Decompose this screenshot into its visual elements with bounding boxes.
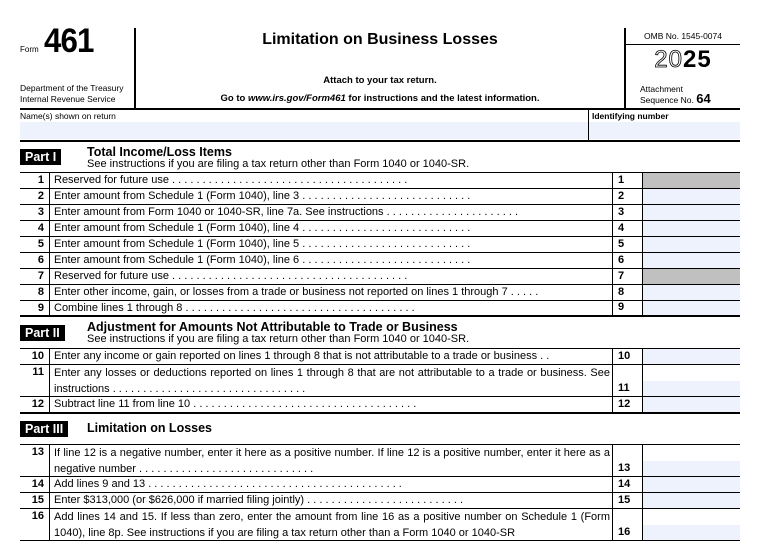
line-number: 1 <box>37 174 44 186</box>
line-number-divider <box>49 205 50 221</box>
omb-divider <box>626 44 740 45</box>
line-number: 13 <box>31 446 44 458</box>
part-3-title: Limitation on Losses <box>87 421 213 435</box>
line-number: 10 <box>31 350 44 362</box>
leader-dots: . . . . . . . . . . . . . . . . . . . . . . <box>383 206 519 218</box>
amount-input-line-16[interactable] <box>643 525 740 541</box>
amount-input-line-5[interactable] <box>643 237 740 253</box>
line-number-divider <box>49 237 50 253</box>
row-bottom-line <box>20 412 740 413</box>
form-line-8 <box>20 285 740 301</box>
line-number-divider <box>49 349 50 365</box>
line-number-divider <box>49 189 50 205</box>
leader-dots: . . . . . . . . . . . . . . . . . . . . . . . . . . . . . . . . . . . . . . <box>182 302 415 314</box>
amount-input-line-6[interactable] <box>643 253 740 269</box>
leader-dots: . . . . . . . . . . . . . . . . . . . . . . . . . . . . . <box>135 463 314 475</box>
line-description: Enter amount from Schedule 1 (Form 1040), line 4 <box>54 222 300 234</box>
amount-input-line-3[interactable] <box>643 205 740 221</box>
leader-dots: . . . . . . . . . . . . . . . . . . . . . . . . . . . . <box>299 254 471 266</box>
box-number: 16 <box>618 526 631 538</box>
part-2-subtitle: See instructions if you are filing a tax return other than Form 1040 or 1040-SR. <box>87 333 470 345</box>
leader-dots: . . . . . . . . . . . . . . . . . . . . . . . . . . <box>304 494 464 506</box>
leader-dots: . . . . . . . . . . . . . . . . . . . . . . . . . . . . . . . . . . . . . . . <box>168 174 408 186</box>
sequence-label: Sequence No. <box>640 95 694 105</box>
box-number: 2 <box>618 190 625 202</box>
line-number: 5 <box>37 238 44 250</box>
form-line-1 <box>20 173 740 189</box>
form-line-16 <box>20 509 740 541</box>
box-number: 3 <box>618 206 625 218</box>
department <box>20 83 123 105</box>
year-outline: 20 <box>654 46 683 73</box>
form-line-13 <box>20 445 740 477</box>
part-1-title: Total Income/Loss Items <box>87 145 232 159</box>
attachment-sequence <box>640 84 711 105</box>
box-number: 11 <box>618 382 630 394</box>
line-description: Enter $313,000 (or $626,000 if married filing jointly) <box>54 494 305 506</box>
omb-number: OMB No. 1545-0074 <box>644 31 722 41</box>
line-description: Enter other income, gain, or losses from a trade or business not reported on lines 1 through 7 <box>54 286 508 298</box>
form-line-4 <box>20 221 740 237</box>
agency-name: Internal Revenue Service <box>20 94 116 104</box>
form-word: Form <box>20 45 39 54</box>
box-number: 10 <box>618 350 631 362</box>
line-number-divider <box>49 365 50 397</box>
line-text <box>54 445 610 477</box>
line-number: 7 <box>37 270 44 282</box>
amount-input-line-4[interactable] <box>643 221 740 237</box>
amount-input-line-9[interactable] <box>643 301 740 316</box>
line-number-divider <box>49 269 50 285</box>
form-line-14 <box>20 477 740 493</box>
form-line-6 <box>20 253 740 269</box>
line-number-divider <box>49 493 50 509</box>
line-description: Enter any income or gain reported on lines 1 through 8 that is not attributable to a trade or business <box>54 350 538 362</box>
form-line-12 <box>20 397 740 413</box>
sequence-number: 64 <box>696 91 711 106</box>
line-description: Combine lines 1 through 8 <box>54 302 183 314</box>
line-number: 6 <box>37 254 44 266</box>
line-description: Enter amount from Form 1040 or 1040-SR, line 7a. See instructions <box>54 206 384 218</box>
amount-input-line-11[interactable] <box>643 381 740 397</box>
box-number: 7 <box>618 270 625 282</box>
line-number-divider <box>49 445 50 477</box>
goto-instruction <box>135 93 625 104</box>
part-3-badge: Part III <box>20 421 68 437</box>
leader-dots: . . . . . . . . . . . . . . . . . . . . . . . . . . . . . . . . . . . . . . . <box>168 270 408 282</box>
line-number: 15 <box>31 494 44 506</box>
line-description: Add lines 14 and 15. If less than zero, enter the amount from line 16 as a positive number on Schedule 1 (Form 1040), line 8p. See instructions if you are filing a tax return other than a Form 1040 or 1040-SR <box>54 511 610 539</box>
line-number: 8 <box>37 286 44 298</box>
line-description: Enter amount from Schedule 1 (Form 1040), line 6 <box>54 254 300 266</box>
header-bottom-line <box>20 108 740 110</box>
line-description: Reserved for future use <box>54 270 169 282</box>
line-number-divider <box>49 221 50 237</box>
names-label: Name(s) shown on return <box>20 111 116 121</box>
box-number: 1 <box>618 174 625 186</box>
goto-suffix: for instructions and the latest information. <box>345 93 540 104</box>
line-number-divider <box>49 397 50 413</box>
part-1-subtitle: See instructions if you are filing a tax return other than Form 1040 or 1040-SR. <box>87 158 470 170</box>
leader-dots: . . <box>537 350 550 362</box>
row-bottom-line <box>20 315 740 316</box>
leader-dots: . . . . . . . . . . . . . . . . . . . . . . . . . . . . <box>299 222 471 234</box>
box-number: 15 <box>618 494 631 506</box>
line-number-divider <box>49 253 50 269</box>
line-text <box>54 365 610 397</box>
line-number-divider <box>49 301 50 316</box>
row-bottom-line <box>20 540 740 541</box>
part-2-title: Adjustment for Amounts Not Attributable to Trade or Business <box>87 320 458 334</box>
line-description: Reserved for future use <box>54 174 169 186</box>
department-name: Department of the Treasury <box>20 83 124 93</box>
attach-instruction: Attach to your tax return. <box>323 75 437 86</box>
box-number: 14 <box>618 478 631 490</box>
line-number: 2 <box>37 190 44 202</box>
part-2-badge: Part II <box>20 325 65 341</box>
line-number: 4 <box>37 222 44 234</box>
attachment-label: Attachment <box>640 84 683 94</box>
line-description: Enter amount from Schedule 1 (Form 1040), line 3 <box>54 190 300 202</box>
line-number: 14 <box>31 478 44 490</box>
leader-dots: . . . . . . . . . . . . . . . . . . . . . . . . . . . . <box>299 190 471 202</box>
line-number: 3 <box>37 206 44 218</box>
leader-dots: . . . . . <box>507 286 539 298</box>
line-description: Enter any losses or deductions reported on lines 1 through 8 that are not attributable to a trade or business. See instructions <box>54 367 610 395</box>
line-number: 16 <box>31 510 44 522</box>
form-line-5 <box>20 237 740 253</box>
line-number: 12 <box>31 398 44 410</box>
names-input[interactable] <box>20 122 588 139</box>
line-text <box>54 509 610 541</box>
line-number: 9 <box>37 302 44 314</box>
amount-input-line-2[interactable] <box>643 189 740 205</box>
amount-input-line-10[interactable] <box>643 349 740 365</box>
amount-input-line-14[interactable] <box>643 477 740 493</box>
leader-dots: . . . . . . . . . . . . . . . . . . . . . . . . . . . . . . . . <box>109 383 306 395</box>
line-number-divider <box>49 509 50 541</box>
leader-dots: . . . . . . . . . . . . . . . . . . . . . . . . . . . . . . . . . . . . . . . . . . <box>145 478 402 490</box>
amount-input-line-15[interactable] <box>643 493 740 509</box>
amount-input-line-8[interactable] <box>643 285 740 301</box>
amount-input-line-13[interactable] <box>643 461 740 477</box>
form-line-7 <box>20 269 740 285</box>
form-line-10 <box>20 349 740 365</box>
form-line-15 <box>20 493 740 509</box>
line-number-divider <box>49 285 50 301</box>
line-description: If line 12 is a negative number, enter it here as a positive number. If line 12 is a positive number, enter it here as a negative number <box>54 447 610 475</box>
line-description: Subtract line 11 from line 10 <box>54 398 191 410</box>
part-1-badge: Part I <box>20 149 61 165</box>
form-line-3 <box>20 205 740 221</box>
shaded-amount-cell <box>643 269 740 285</box>
box-number: 6 <box>618 254 625 266</box>
irs-link[interactable]: www.irs.gov/Form461 <box>247 93 346 104</box>
leader-dots: . . . . . . . . . . . . . . . . . . . . . . . . . . . . . . . . . . . . . <box>190 398 417 410</box>
form-number: 461 <box>44 22 94 60</box>
box-number: 8 <box>618 286 625 298</box>
box-number: 13 <box>618 462 631 474</box>
line-number-divider <box>49 173 50 189</box>
line-number-divider <box>49 477 50 493</box>
line-number: 11 <box>32 366 44 378</box>
form-line-2 <box>20 189 740 205</box>
line-description: Add lines 9 and 13 <box>54 478 146 490</box>
box-number: 4 <box>618 222 625 234</box>
tax-year <box>626 46 740 74</box>
names-bottom-line <box>20 140 740 142</box>
box-number: 12 <box>618 398 631 410</box>
year-bold: 25 <box>683 46 712 73</box>
amount-input-line-12[interactable] <box>643 397 740 413</box>
leader-dots: . . . . . . . . . . . . . . . . . . . . . . . . . . . . <box>299 238 471 250</box>
line-description: Enter amount from Schedule 1 (Form 1040), line 5 <box>54 238 300 250</box>
identifying-number-label: Identifying number <box>592 111 669 121</box>
goto-prefix: Go to <box>220 93 248 104</box>
form-title: Limitation on Business Losses <box>262 31 498 48</box>
identifying-number-input[interactable] <box>589 122 740 139</box>
box-number: 9 <box>618 301 625 313</box>
form-line-9 <box>20 301 740 316</box>
box-number: 5 <box>618 238 625 250</box>
form-line-11 <box>20 365 740 397</box>
shaded-amount-cell <box>643 173 740 189</box>
